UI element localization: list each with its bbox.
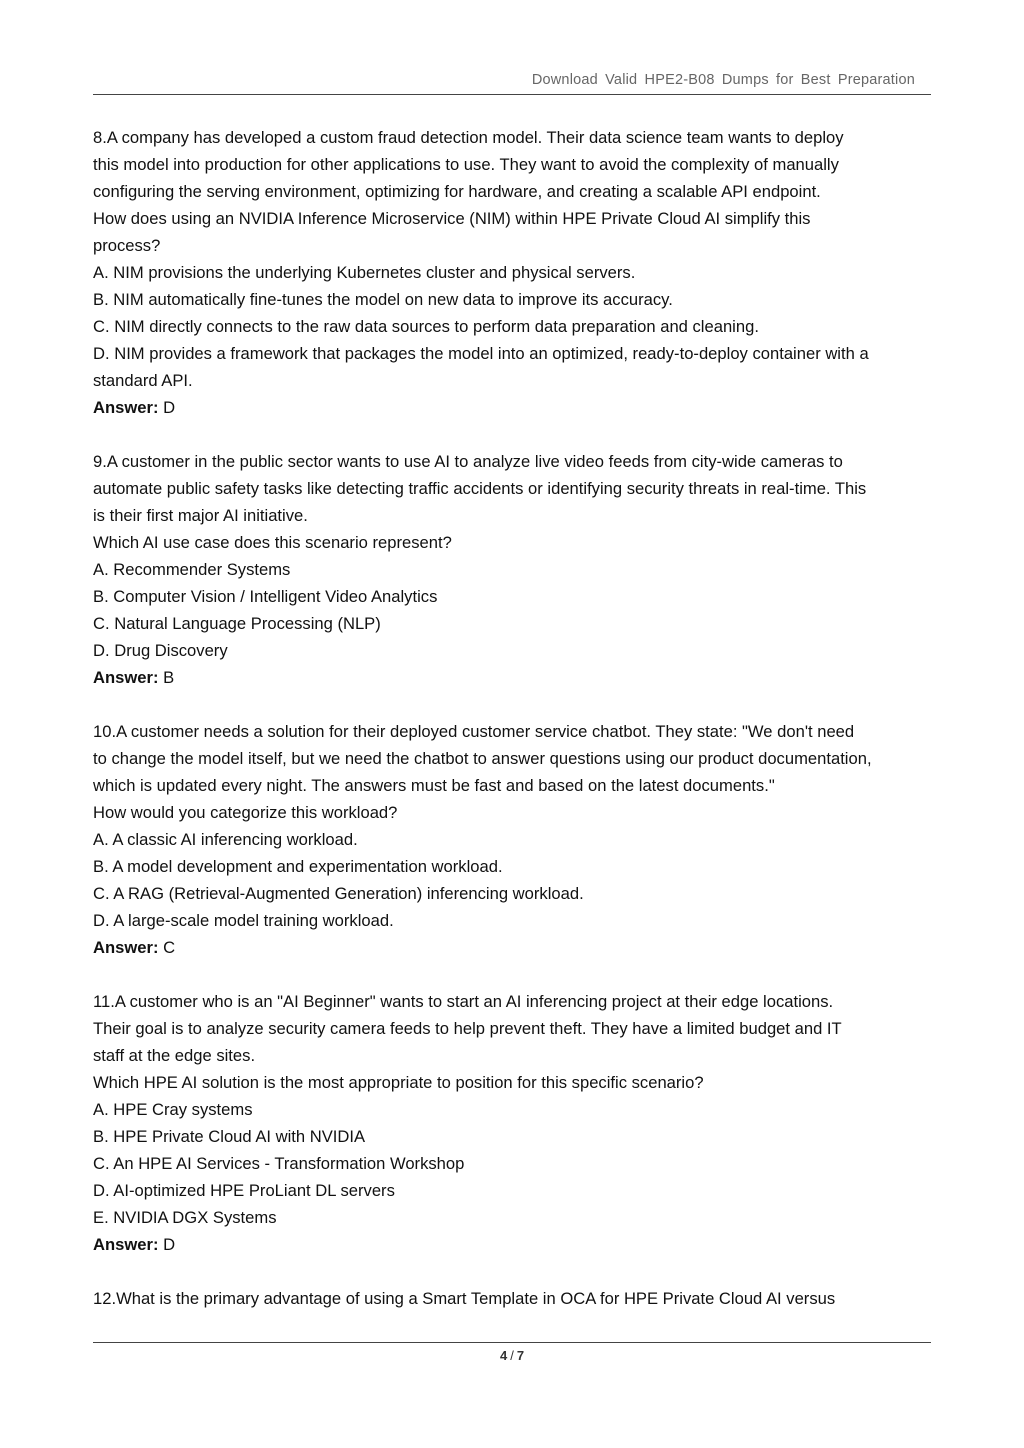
question-line: 10.A customer needs a solution for their deployed customer service chatbot. They state: "We don't need xyxy=(93,722,855,741)
option-a: A. NIM provisions the underlying Kubernetes cluster and physical servers. xyxy=(93,263,636,282)
question-line: Which AI use case does this scenario represent? xyxy=(93,533,452,552)
answer-line xyxy=(93,1231,941,1258)
answer-label: Answer: xyxy=(93,1235,159,1254)
page-header xyxy=(93,72,931,95)
question-line: automate public safety tasks like detecting traffic accidents or identifying security threats in real-time. This xyxy=(93,479,867,498)
question-line: configuring the serving environment, optimizing for hardware, and creating a scalable API endpoint. xyxy=(93,182,821,201)
header-title: Download Valid HPE2-B08 Dumps for Best Preparation xyxy=(531,72,915,88)
question-9 xyxy=(93,448,941,691)
answer-label: Answer: xyxy=(93,398,159,417)
question-line: process? xyxy=(93,236,161,255)
option-d: D. AI-optimized HPE ProLiant DL servers xyxy=(93,1181,395,1200)
option-a: A. A classic AI inferencing workload. xyxy=(93,830,358,849)
question-line: Which HPE AI solution is the most appropriate to position for this specific scenario? xyxy=(93,1073,704,1092)
option-b: B. A model development and experimentation workload. xyxy=(93,857,503,876)
answer-value: D xyxy=(163,398,176,417)
question-line: staff at the edge sites. xyxy=(93,1046,256,1065)
page-content xyxy=(93,124,941,1339)
option-a: A. HPE Cray systems xyxy=(93,1100,253,1119)
answer-label: Answer: xyxy=(93,668,159,687)
question-line: this model into production for other applications to use. They want to avoid the complexity of manually xyxy=(93,155,839,174)
total-pages: 7 xyxy=(516,1348,525,1363)
question-line: 11.A customer who is an "AI Beginner" wants to start an AI inferencing project at their edge locations. xyxy=(93,992,834,1011)
answer-line xyxy=(93,934,941,961)
question-8 xyxy=(93,124,941,421)
answer-line xyxy=(93,394,941,421)
question-line: How does using an NVIDIA Inference Microservice (NIM) within HPE Private Cloud AI simplify this xyxy=(93,209,811,228)
question-line: to change the model itself, but we need the chatbot to answer questions using our product documentation, xyxy=(93,749,872,768)
option-b: B. NIM automatically fine-tunes the model on new data to improve its accuracy. xyxy=(93,290,673,309)
question-line: 12.What is the primary advantage of using a Smart Template in OCA for HPE Private Cloud AI versus xyxy=(93,1289,836,1308)
question-10 xyxy=(93,718,941,961)
answer-value: B xyxy=(163,668,175,687)
option-c: C. NIM directly connects to the raw data sources to perform data preparation and cleaning. xyxy=(93,317,759,336)
option-a: A. Recommender Systems xyxy=(93,560,291,579)
page-footer xyxy=(93,1342,931,1365)
current-page: 4 xyxy=(499,1348,508,1363)
option-e: E. NVIDIA DGX Systems xyxy=(93,1208,277,1227)
question-11 xyxy=(93,988,941,1258)
question-line: Their goal is to analyze security camera feeds to help prevent theft. They have a limited budget and IT xyxy=(93,1019,842,1038)
answer-value: D xyxy=(163,1235,176,1254)
question-line: is their first major AI initiative. xyxy=(93,506,308,525)
page-number xyxy=(500,1348,524,1363)
option-b: B. HPE Private Cloud AI with NVIDIA xyxy=(93,1127,366,1146)
option-b: B. Computer Vision / Intelligent Video Analytics xyxy=(93,587,438,606)
question-line: 8.A company has developed a custom fraud detection model. Their data science team wants to deploy xyxy=(93,128,844,147)
question-12 xyxy=(93,1285,941,1312)
question-line: How would you categorize this workload? xyxy=(93,803,398,822)
question-line: 9.A customer in the public sector wants to use AI to analyze live video feeds from city-wide cameras to xyxy=(93,452,843,471)
option-c: C. A RAG (Retrieval-Augmented Generation) inferencing workload. xyxy=(93,884,584,903)
option-c: C. Natural Language Processing (NLP) xyxy=(93,614,381,633)
page-separator: / xyxy=(510,1348,514,1363)
answer-line xyxy=(93,664,941,691)
option-c: C. An HPE AI Services - Transformation Workshop xyxy=(93,1154,465,1173)
answer-value: C xyxy=(163,938,176,957)
question-line: which is updated every night. The answers must be fast and based on the latest documents." xyxy=(93,776,775,795)
answer-label: Answer: xyxy=(93,938,159,957)
option-d: D. Drug Discovery xyxy=(93,641,228,660)
option-d: D. NIM provides a framework that packages the model into an optimized, ready-to-deploy container with a xyxy=(93,344,869,363)
option-d-continued: standard API. xyxy=(93,371,193,390)
option-d: D. A large-scale model training workload. xyxy=(93,911,394,930)
